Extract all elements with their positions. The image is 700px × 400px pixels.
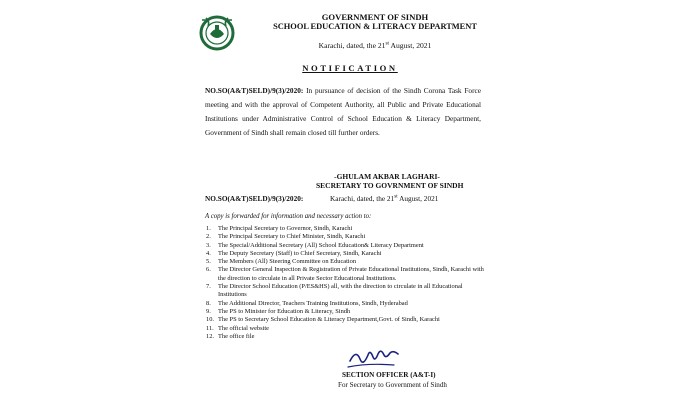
handwritten-signature-icon xyxy=(346,347,406,371)
header-date: Karachi, dated, the 21st August, 2021 xyxy=(318,40,432,50)
recipient-text: The Director General Inspection & Registration of Private Educational Institutions, Sindh, Karachi with the direction to circulate in all Private Sector Educational Institutions. xyxy=(218,266,484,282)
department-heading: SCHOOL EDUCATION & LITERACY DEPARTMENT xyxy=(273,22,477,31)
recipient-number: 3. xyxy=(206,241,211,249)
recipient-text: The Special/Additional Secretary (All) School Education& Literacy Department xyxy=(218,241,424,249)
recipient-text: The PS to Minister for Education & Literacy, Sindh xyxy=(218,307,351,315)
recipient-text: The Principal Secretary to Governor, Sindh, Karachi xyxy=(218,225,353,232)
recipient-number: 1. xyxy=(206,225,211,232)
recipient-number: 5. xyxy=(206,258,211,266)
recipient-item xyxy=(206,300,490,308)
recipient-text: The Principal Secretary to Chief Minister, Sindh, Karachi xyxy=(218,233,366,241)
govt-heading: GOVERNMENT OF SINDH xyxy=(321,12,429,22)
recipient-item xyxy=(206,258,490,266)
recipient-number: 8. xyxy=(206,299,211,307)
reference-number: NO.SO(A&T)SELD)/9(3)/2020: xyxy=(205,86,304,95)
recipient-list xyxy=(206,225,490,341)
recipient-number: 7. xyxy=(206,283,211,291)
recipient-text: The office file xyxy=(218,332,255,340)
sindh-govt-emblem-icon xyxy=(196,12,238,52)
for-secretary-line: For Secretary to Government of Sindh xyxy=(338,381,447,389)
recipient-item xyxy=(206,333,490,341)
body-text: In pursuance of decision of the Sindh Corona Task Force meeting and with the approval of Competent Authority, all Public and Private Educational Institutions under Administrative Control of School Education & Literacy Department, Government of Sindh shall remain closed till further orders. xyxy=(205,86,481,137)
recipient-number: 12. xyxy=(206,332,214,340)
recipient-item xyxy=(206,283,490,300)
notification-body xyxy=(205,84,481,140)
recipient-text: The Additional Director, Teachers Training Institutions, Sindh, Hyderabad xyxy=(218,299,408,307)
recipient-number: 6. xyxy=(206,266,211,274)
recipient-text: The Deputy Secretary (Staff) to Chief Secretary, Sindh, Karachi xyxy=(218,249,382,257)
endorsement-date: Karachi, dated, the 21st August, 2021 xyxy=(330,193,439,203)
section-officer-title: SECTION OFFICER (A&T-I) xyxy=(342,371,436,379)
notification-title: NOTIFICATION xyxy=(302,63,398,73)
recipient-number: 11. xyxy=(206,324,214,332)
recipient-item xyxy=(206,316,490,324)
recipient-number: 2. xyxy=(206,233,211,241)
recipient-item xyxy=(206,325,490,333)
recipient-text: The PS to Secretary School Education & Literacy Department,Govt. of Sindh, Karachi xyxy=(218,316,440,324)
recipient-text: The Members (All) Steering Committee on Education xyxy=(218,258,357,266)
signatory-name: -GHULAM AKBAR LAGHARI- xyxy=(334,172,440,181)
recipient-item xyxy=(206,266,490,283)
recipient-item xyxy=(206,308,490,316)
signatory-title: SECRETARY TO GOVRNMENT OF SINDH xyxy=(316,181,464,190)
recipient-item xyxy=(206,250,490,258)
recipient-number: 9. xyxy=(206,307,211,315)
recipient-number: 10. xyxy=(206,316,214,324)
recipient-text: The official website xyxy=(218,324,269,332)
recipient-number: 4. xyxy=(206,249,211,257)
recipient-item xyxy=(206,242,490,250)
endorsement-reference: NO.SO(A&T)SELD)/9(3)/2020: xyxy=(205,194,304,203)
recipient-item xyxy=(206,225,490,233)
copy-forward-text: A copy is forwarded for information and necessary action to: xyxy=(205,213,372,220)
recipient-text: The Director School Education (P/ES&HS) all, with the direction to circulate in all Educational Institutions xyxy=(218,283,463,299)
recipient-item xyxy=(206,233,490,241)
